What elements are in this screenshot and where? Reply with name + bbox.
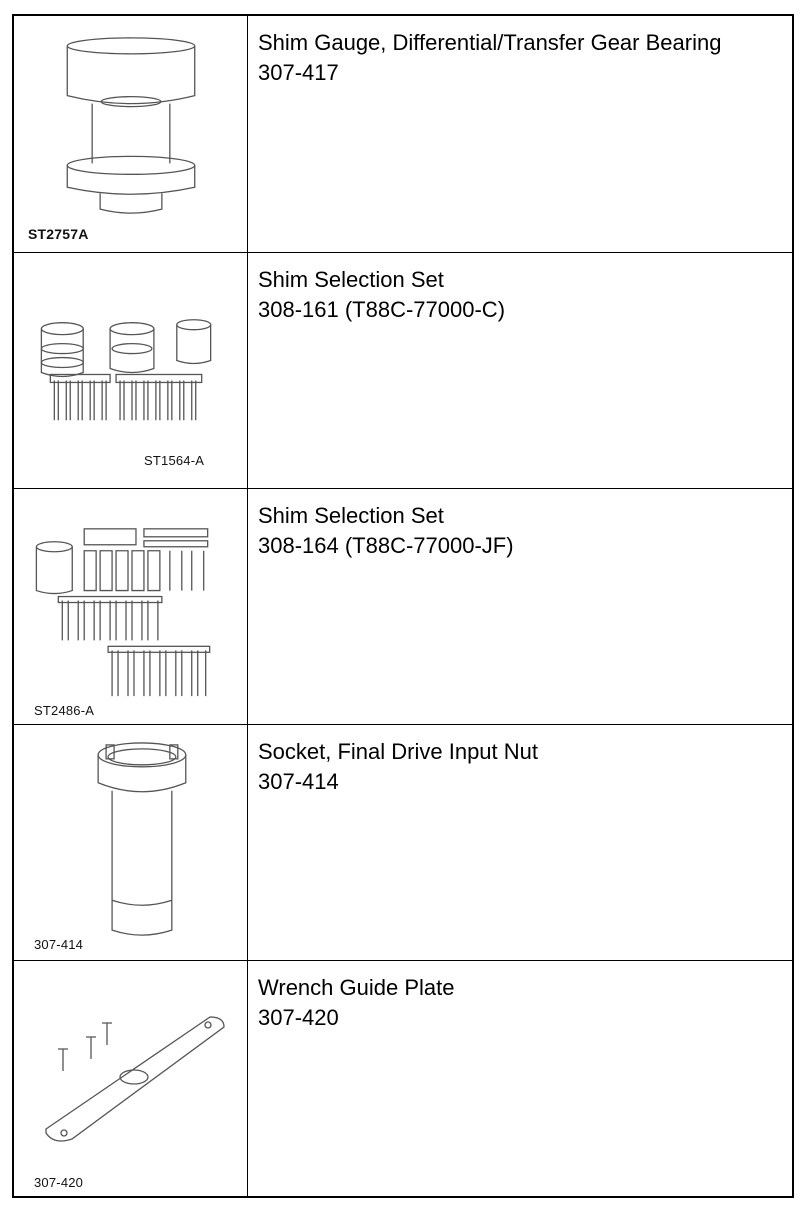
- tool-name: Shim Selection Set: [258, 503, 444, 528]
- tool-row: [14, 253, 792, 489]
- image-code: ST2757A: [28, 226, 89, 242]
- image-code: ST2486-A: [34, 703, 95, 718]
- tool-description: [258, 973, 454, 1033]
- tool-description: [258, 737, 538, 797]
- shim-gauge-illustration: [14, 16, 247, 252]
- tool-name: Socket, Final Drive Input Nut: [258, 739, 539, 764]
- socket-illustration: [14, 725, 247, 960]
- tool-name: Wrench Guide Plate: [258, 975, 455, 1000]
- special-tools-table: [12, 14, 794, 1198]
- tool-description: [258, 265, 505, 325]
- tool-number: 307-414: [258, 769, 339, 794]
- guide-plate-illustration: [14, 961, 247, 1196]
- tool-illustration-cell: [14, 961, 248, 1196]
- tool-row: [14, 489, 792, 725]
- tool-description: [258, 28, 721, 88]
- tool-name: Shim Gauge, Differential/Transfer Gear Bearing: [258, 30, 722, 55]
- image-code: 307-420: [34, 1175, 84, 1190]
- tool-row: [14, 961, 792, 1196]
- tool-illustration-cell: [14, 489, 248, 724]
- tool-row: [14, 725, 792, 961]
- tool-number: 307-417: [258, 60, 339, 85]
- tool-number: 307-420: [258, 1005, 339, 1030]
- tool-illustration-cell: [14, 725, 248, 960]
- tool-row: [14, 16, 792, 253]
- image-code: ST1564-A: [144, 453, 205, 468]
- tool-name: Shim Selection Set: [258, 267, 444, 292]
- image-code: 307-414: [34, 937, 84, 952]
- shim-set-illustration: [14, 253, 247, 488]
- tool-number: 308-161 (T88C-77000-C): [258, 297, 506, 322]
- tool-illustration-cell: [14, 253, 248, 488]
- tool-number: 308-164 (T88C-77000-JF): [258, 533, 514, 558]
- shim-set-illustration: [14, 489, 247, 724]
- tool-description: [258, 501, 514, 561]
- tool-illustration-cell: [14, 16, 248, 252]
